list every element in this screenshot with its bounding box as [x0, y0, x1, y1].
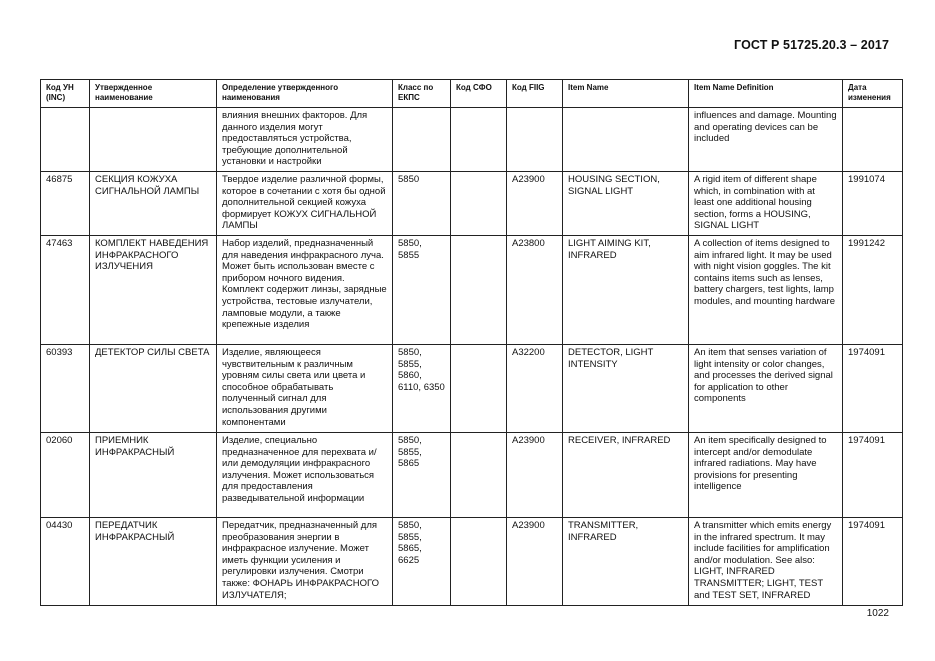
table-row — [41, 235, 903, 344]
page-number: 1022 — [866, 608, 889, 619]
cell-item-definition: An item specifically designed to intercept and/or demodulate infrared radiations. May have provisions for presenting intelligence — [689, 432, 843, 517]
cell-ekps-class: 5850, 5855, 5865 — [393, 432, 451, 517]
header-approved-name: Утвержденное наименование — [90, 80, 217, 108]
cell-fiig-code: A23900 — [507, 171, 563, 235]
table-row — [41, 432, 903, 517]
cell-approved-name: ДЕТЕКТОР СИЛЫ СВЕТА — [90, 344, 217, 432]
cell-sfo-code — [451, 235, 507, 344]
cell-approved-name — [90, 108, 217, 172]
table-row — [41, 108, 903, 172]
cell-name-definition: Изделие, специально предназначенное для перехвата и/или демодуляции инфракрасного излучения. Может использоваться для предоставления разведывательной информации — [217, 432, 393, 517]
header-fiig-code: Код FIIG — [507, 80, 563, 108]
header-item-name-definition: Item Name Definition — [689, 80, 843, 108]
cell-approved-name: КОМПЛЕКТ НАВЕДЕНИЯ ИНФРАКРАСНОГО ИЗЛУЧЕНИЯ — [90, 235, 217, 344]
cell-name-definition: Набор изделий, предназначенный для наведения инфракрасного луча. Может быть использован вместе с прибором ночного видения. Комплект содержит линзы, зарядные устройства, тестовые излучатели, ламповые модули, а также крепежные изделия — [217, 235, 393, 344]
cell-change-date: 1974091 — [843, 517, 903, 605]
document-standard-header: ГОСТ Р 51725.20.3 – 2017 — [734, 38, 889, 52]
cell-inc: 04430 — [41, 517, 90, 605]
cell-inc: 60393 — [41, 344, 90, 432]
table-row — [41, 344, 903, 432]
header-name-definition: Определение утвержденного наименования — [217, 80, 393, 108]
cell-approved-name: ПЕРЕДАТЧИК ИНФРАКРАСНЫЙ — [90, 517, 217, 605]
header-ekps-class: Класс по ЕКПС — [393, 80, 451, 108]
header-inc: Код УН (INC) — [41, 80, 90, 108]
cell-fiig-code: A23900 — [507, 432, 563, 517]
cell-item-name: RECEIVER, INFRARED — [563, 432, 689, 517]
cell-ekps-class: 5850, 5855 — [393, 235, 451, 344]
cell-inc: 47463 — [41, 235, 90, 344]
cell-item-name: LIGHT AIMING KIT, INFRARED — [563, 235, 689, 344]
cell-change-date: 1974091 — [843, 344, 903, 432]
cell-item-definition: An item that senses variation of light intensity or color changes, and processes the derived signal for application to other components — [689, 344, 843, 432]
cell-change-date — [843, 108, 903, 172]
cell-sfo-code — [451, 171, 507, 235]
cell-name-definition: Изделие, являющееся чувствительным к различным уровням силы света или цвета и способное обрабатывать полученный сигнал для использования другими компонентами — [217, 344, 393, 432]
cell-name-definition: Передатчик, предназначенный для преобразования энергии в инфракрасное излучение. Может иметь функции усиления и регулировки излучения. Смотри также: ФОНАРЬ ИНФРАКРАСНОГО ИЗЛУЧАТЕЛЯ; — [217, 517, 393, 605]
header-sfo-code: Код СФО — [451, 80, 507, 108]
cell-ekps-class: 5850, 5855, 5860, 6110, 6350 — [393, 344, 451, 432]
cell-item-definition: A transmitter which emits energy in the infrared spectrum. It may include facilities for amplification and/or modulation. See also: LIGHT, INFRARED TRANSMITTER; LIGHT, TEST and TEST SET, INFRARED — [689, 517, 843, 605]
cell-sfo-code — [451, 108, 507, 172]
cell-inc — [41, 108, 90, 172]
cell-approved-name: ПРИЕМНИК ИНФРАКРАСНЫЙ — [90, 432, 217, 517]
table-header-row — [41, 80, 903, 108]
cell-item-name — [563, 108, 689, 172]
cell-ekps-class — [393, 108, 451, 172]
cell-fiig-code: A23800 — [507, 235, 563, 344]
header-change-date: Дата изменения — [843, 80, 903, 108]
cell-item-definition: influences and damage. Mounting and operating devices can be included — [689, 108, 843, 172]
cell-sfo-code — [451, 517, 507, 605]
cell-name-definition: влияния внешних факторов. Для данного изделия могут предоставляться устройства, требующие дополнительной установки и настройки — [217, 108, 393, 172]
cell-inc: 46875 — [41, 171, 90, 235]
cell-ekps-class: 5850, 5855, 5865, 6625 — [393, 517, 451, 605]
cell-item-definition: A rigid item of different shape which, in combination with at least one additional housing section, forms a HOUSING, SIGNAL LIGHT — [689, 171, 843, 235]
cell-item-name: HOUSING SECTION, SIGNAL LIGHT — [563, 171, 689, 235]
cell-fiig-code — [507, 108, 563, 172]
cell-approved-name: СЕКЦИЯ КОЖУХА СИГНАЛЬНОЙ ЛАМПЫ — [90, 171, 217, 235]
cell-change-date: 1974091 — [843, 432, 903, 517]
nomenclature-table — [40, 79, 903, 606]
cell-item-name: DETECTOR, LIGHT INTENSITY — [563, 344, 689, 432]
header-item-name: Item Name — [563, 80, 689, 108]
cell-fiig-code: A23900 — [507, 517, 563, 605]
cell-item-name: TRANSMITTER, INFRARED — [563, 517, 689, 605]
cell-inc: 02060 — [41, 432, 90, 517]
cell-item-definition: A collection of items designed to aim infrared light. It may be used with night vision goggles. The kit contains items such as lenses, battery chargers, test lights, lamp modules, and mounting hardware — [689, 235, 843, 344]
cell-sfo-code — [451, 344, 507, 432]
cell-name-definition: Твердое изделие различной формы, которое в сочетании с хотя бы одной дополнительной секцией кожуха формирует КОЖУХ СИГНАЛЬНОЙ ЛАМПЫ — [217, 171, 393, 235]
cell-fiig-code: A32200 — [507, 344, 563, 432]
cell-sfo-code — [451, 432, 507, 517]
cell-change-date: 1991242 — [843, 235, 903, 344]
table-row — [41, 171, 903, 235]
cell-ekps-class: 5850 — [393, 171, 451, 235]
table-row — [41, 517, 903, 605]
cell-change-date: 1991074 — [843, 171, 903, 235]
